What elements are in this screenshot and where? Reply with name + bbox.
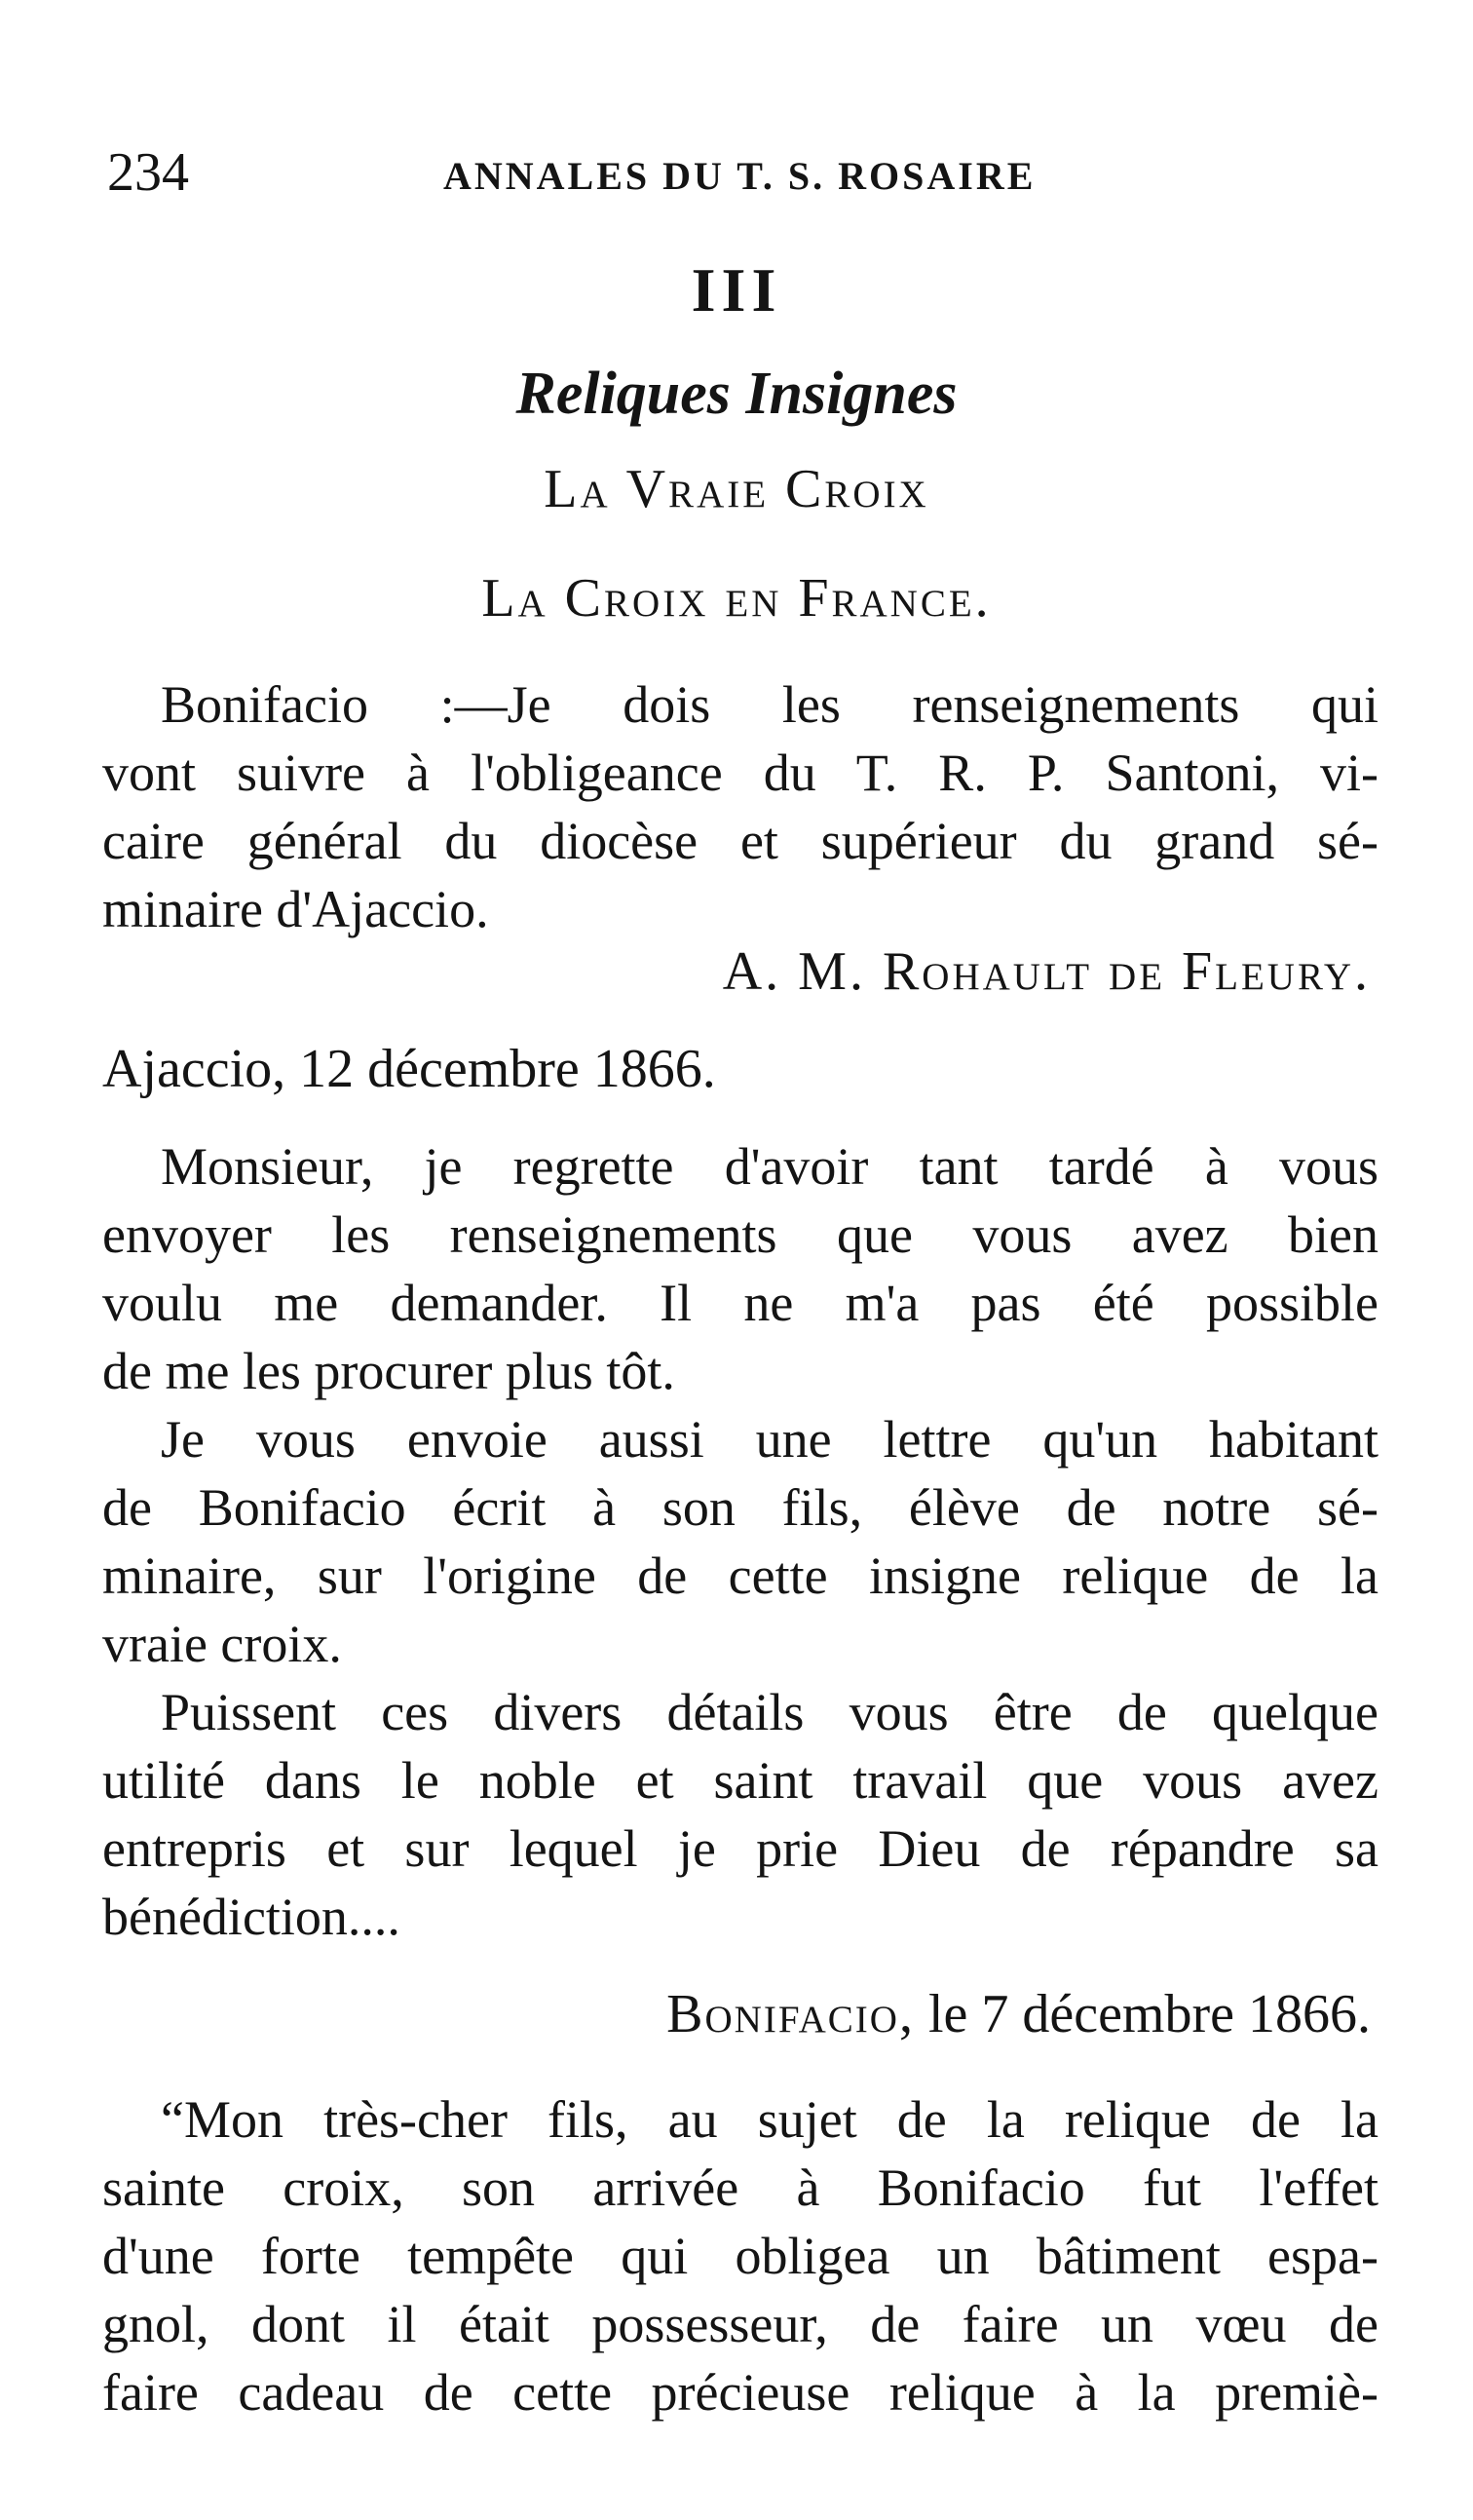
text-line: bénédiction....: [102, 1888, 400, 1946]
text-line: caire général du diocèse et supérieur du grand sé-: [102, 812, 1379, 870]
second-letter-dateline: [666, 1980, 1371, 2048]
page-number: 234: [107, 142, 189, 203]
text-line: d'une forte tempête qui obligea un bâtiment espa-: [102, 2227, 1379, 2285]
intro-signature: A. M. Rohault de Fleury.: [722, 941, 1371, 1002]
text-line: utilité dans le noble et saint travail que vous avez: [102, 1751, 1379, 1810]
running-header: [107, 141, 1374, 210]
text-line: de me les procurer plus tôt.: [102, 1342, 675, 1400]
dateline-place: Bonifacio,: [666, 1984, 915, 2044]
text-line: Je vous envoie aussi une lettre qu'un habitant: [161, 1410, 1379, 1469]
text-line: faire cadeau de cette précieuse relique à la premiè-: [102, 2363, 1379, 2422]
text-line: Bonifacio :—Je dois les renseignements qui: [161, 675, 1379, 734]
section-numeral: III: [691, 255, 782, 325]
dateline-date: le 7 décembre 1866.: [927, 1984, 1371, 2044]
text-line: envoyer les renseignements que vous avez bien: [102, 1205, 1379, 1264]
text-line: minaire, sur l'origine de cette insigne relique de la: [102, 1546, 1379, 1605]
text-line: Puissent ces divers détails vous être de quelque: [161, 1683, 1379, 1741]
text-line: de Bonifacio écrit à son fils, élève de notre sé-: [102, 1478, 1379, 1537]
section-subtitle-2: La Croix en France.: [481, 568, 992, 629]
text-line: minaire d'Ajaccio.: [102, 880, 489, 938]
intro-paragraph: [102, 670, 1379, 943]
letter-paragraph-3: [102, 1678, 1379, 1951]
second-letter-paragraph: [102, 2085, 1379, 2426]
section-title: Reliques Insignes: [515, 361, 958, 427]
section-subtitle: La Vraie Croix: [544, 459, 929, 519]
text-line: gnol, dont il était possesseur, de faire un vœu de: [102, 2295, 1379, 2353]
running-title: ANNALES DU T. S. ROSAIRE: [443, 154, 1037, 198]
text-line: entrepris et sur lequel je prie Dieu de répandre sa: [102, 1819, 1379, 1878]
text-line: Monsieur, je regrette d'avoir tant tardé à vous: [161, 1137, 1379, 1196]
letter-date: Ajaccio, 12 décembre 1866.: [102, 1039, 716, 1099]
text-line: voulu me demander. Il ne m'a pas été possible: [102, 1274, 1379, 1332]
letter-paragraph-2: [102, 1405, 1379, 1678]
text-line: vraie croix.: [102, 1615, 342, 1673]
text-line: “Mon très-cher fils, au sujet de la relique de la: [161, 2090, 1379, 2149]
letter-paragraph-1: [102, 1132, 1379, 1405]
text-line: sainte croix, son arrivée à Bonifacio fut l'effet: [102, 2158, 1379, 2217]
text-line: vont suivre à l'obligeance du T. R. P. Santoni, vi-: [102, 744, 1379, 802]
